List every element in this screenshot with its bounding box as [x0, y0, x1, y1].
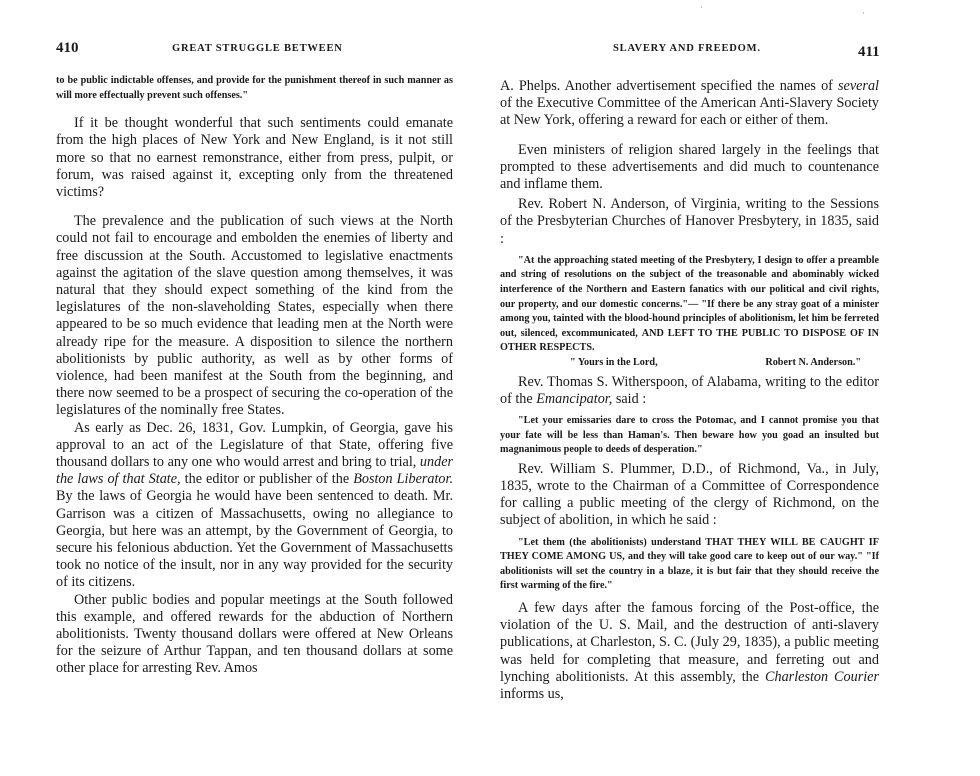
- paragraph: [500, 78, 879, 130]
- paragraph: [500, 374, 879, 408]
- paragraph: If it be thought wonderful that such sentiments could emanate from the high places of New York and New England, is it not still more so that no earnest remonstrance, either from press, pulpit, or forum, was raised against it, excepting only from the threatened victims?: [56, 115, 453, 200]
- paragraph: Even ministers of religion shared largely in the feelings that prompted to these advertisements and did much to countenance and inflame them.: [500, 141, 879, 193]
- text-run: By the laws of Georgia he would have been sentenced to death. Mr. Garrison was a citizen of Massachusetts, owing no allegiance to Georgia, but here was an attempt, by the Government of Georgia, to secure his felonious abduction. Yet the Government of Massachusetts took no notice of the insult, nor in any way provided for the security of its citizens.: [56, 488, 453, 591]
- scan-mark: ·: [700, 2, 703, 12]
- left-page-header: [56, 40, 456, 62]
- block-quote: [500, 536, 879, 594]
- text-run: Rev. Thomas S. Witherspoon, of Alabama, writing to the editor of the: [500, 373, 879, 407]
- caps-text: THAT THEY WILL BE CAUGHT IF THEY COME AMONG US,: [500, 536, 879, 563]
- right-page-header: [500, 40, 900, 62]
- paragraph: Rev. William S. Plummer, D.D., of Richmond, Va., in July, 1835, wrote to the Chairman of a Committee of Correspondence for calling a public meeting of the clergy of Richmond, on the subject of abolition, in which he said :: [500, 460, 879, 529]
- scan-mark: ·: [862, 8, 865, 18]
- right-page: [490, 0, 980, 776]
- italic-text: Boston Liberator.: [353, 471, 454, 488]
- italic-text: several: [838, 78, 879, 94]
- signature: Robert N. Anderson.": [765, 356, 861, 368]
- block-quote: [500, 254, 879, 371]
- text-run: A few days after the famous forcing of the Post-office, the violation of the U. S. Mail, and the destruction of anti-slavery publications, at Charleston, S. C. (July 29, 1835), a public meeting was held for completing that measure, and ferreting out and lynching abolitionists. At this assembly, the: [500, 599, 879, 685]
- text-run: As early as Dec. 26, 1831, Gov. Lumpkin, of Georgia, gave his approval to an act of the Legislature of that State, offering five thousand dollars to any one who would arrest and bring to trial,: [56, 419, 453, 471]
- text-run: of the Executive Committee of the American Anti-Slavery Society at New York, offering a reward for each or either of them.: [500, 95, 879, 129]
- paragraph: Other public bodies and popular meetings at the South followed this example, and offered rewards for the abduction of Northern abolitionists. Twenty thousand dollars were offered at New Orleans for the seizure of Arthur Tappan, and ten thousand dollars at some other place for arresting Rev. Amos: [56, 591, 453, 677]
- italic-text: under the laws of that State,: [56, 454, 454, 488]
- signature-line: [500, 356, 879, 371]
- italic-text: Charleston Courier: [765, 668, 879, 685]
- paragraph: [56, 420, 453, 592]
- text-run: informs us,: [500, 685, 564, 702]
- running-title: SLAVERY AND FREEDOM.: [613, 43, 761, 54]
- page-number: 410: [56, 40, 79, 56]
- quote-text: [500, 254, 879, 356]
- text-run: A. Phelps. Another advertisement specified the names of: [500, 78, 833, 94]
- text-run: said :: [615, 390, 647, 407]
- text-run: the editor or publisher of the: [184, 471, 350, 488]
- running-title: GREAT STRUGGLE BETWEEN: [172, 43, 343, 54]
- block-quote: "Let your emissaries dare to cross the Potomac, and I cannot promise you that your fate will be less than Haman's. Then beware how you goad an insulted but magnanimous people to deeds of desperation.": [500, 414, 879, 456]
- continuation-text: to be public indictable offenses, and provide for the punishment thereof in such manner as will more effectually prevent such offenses.": [56, 75, 453, 101]
- left-text-column: [56, 74, 453, 678]
- text-run: and they will take good care to keep out of our way." "If abolitionists will set the country in a blaze, it is but fair that they should receive the first warming of the fire.": [500, 551, 880, 592]
- paragraph: The prevalence and the publication of such views at the North could not fail to encourage and embolden the enemies of liberty and free discussion at the South. Accustomed to legislative enactments against the agitation of the slave question among themselves, it was natural that they should expect something of the kind from the legislatures of the non-slaveholding States, especially when there appeared to be so much evidence that leading men at the North were already ripe for the measure. A disposition to silence the northern abolitionists by public authority, as well as by other forms of violence, had been manifest at the South from the beginning, and there now seemed to be a prospect of securing the co-operation of the legislatures of the nominally free States.: [56, 213, 453, 419]
- text-run: "Let them (the abolitionists) understand: [518, 536, 702, 548]
- right-text-column: [500, 78, 879, 703]
- italic-text: Emancipator,: [536, 390, 613, 407]
- paragraph: [500, 600, 879, 703]
- paragraph: Rev. Robert N. Anderson, of Virginia, writing to the Sessions of the Presbyterian Churches of Hanover Presbytery, in 1835, said :: [500, 196, 879, 247]
- sign-off: " Yours in the Lord,: [570, 356, 658, 368]
- page-number: 411: [858, 44, 880, 60]
- caps-text: AND LEFT TO THE PUBLIC TO DISPOSE OF IN OTHER RESPECTS.: [500, 327, 880, 354]
- text-run: "At the approaching stated meeting of the Presbytery, I design to offer a preamble and string of resolutions on the subject of the treasonable and abominably wicked interference of the Northern and Eastern fanatics with our political and civil rights, our property, and our domestic concerns."— "If there be any stray goat of a minister among you, tainted with the blood-hound principles of abolitionism, let him be ferreted out, silenced, excommunicated,: [500, 254, 879, 339]
